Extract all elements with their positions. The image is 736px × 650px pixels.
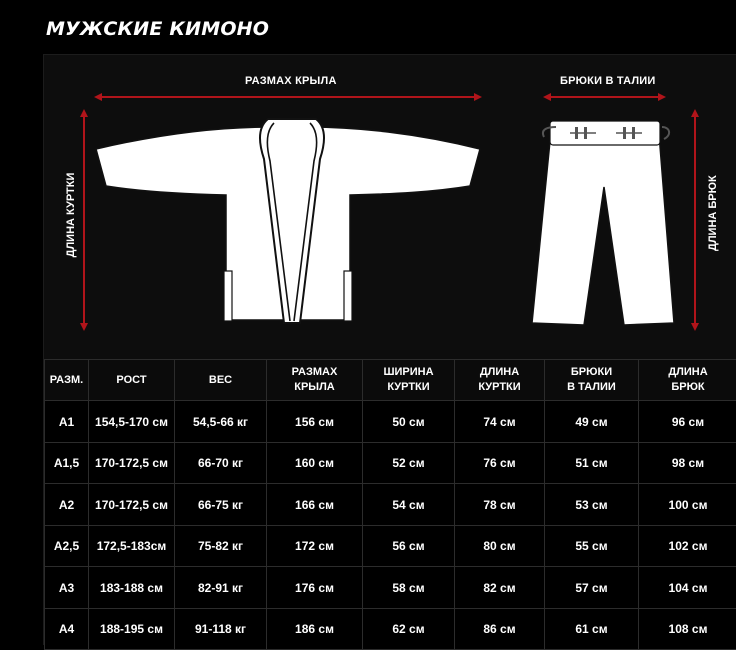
- cell-jacket-width: 58 см: [363, 567, 455, 609]
- jacket-icon: [96, 119, 480, 323]
- cell-size: A1,5: [45, 443, 89, 484]
- cell-size: A1: [45, 401, 89, 443]
- cell-pants-waist: 57 см: [545, 567, 639, 609]
- pants-length-label: ДЛИНА БРЮК: [707, 179, 719, 251]
- cell-pants-waist: 51 см: [545, 443, 639, 484]
- cell-wingspan: 186 см: [267, 609, 363, 650]
- cell-jacket-length: 74 см: [455, 401, 545, 443]
- waist-label: БРЮКИ В ТАЛИИ: [560, 75, 656, 87]
- table-row: [45, 526, 736, 567]
- cell-height: 172,5-183см: [89, 526, 175, 567]
- cell-pants-waist: 55 см: [545, 526, 639, 567]
- cell-pants-length: 96 см: [639, 401, 736, 443]
- size-table: [44, 359, 736, 650]
- table-row: [45, 609, 736, 650]
- kimono-diagram: [44, 55, 736, 359]
- cell-size: A2: [45, 484, 89, 526]
- pants-icon: [532, 121, 674, 325]
- table-header-row: [45, 360, 736, 401]
- cell-pants-length: 104 см: [639, 567, 736, 609]
- header-pants-waist: [545, 360, 639, 401]
- cell-height: 170-172,5 см: [89, 484, 175, 526]
- header-wingspan: [267, 360, 363, 401]
- cell-pants-length: 98 см: [639, 443, 736, 484]
- header-line1: БРЮКИ: [545, 365, 638, 380]
- cell-pants-waist: 53 см: [545, 484, 639, 526]
- cell-jacket-length: 82 см: [455, 567, 545, 609]
- cell-wingspan: 160 см: [267, 443, 363, 484]
- header-height: [89, 360, 175, 401]
- cell-size: A2,5: [45, 526, 89, 567]
- cell-pants-length: 108 см: [639, 609, 736, 650]
- table-row: [45, 443, 736, 484]
- cell-jacket-length: 86 см: [455, 609, 545, 650]
- header-line1: РАЗМ.: [45, 373, 88, 388]
- header-line2: КРЫЛА: [267, 380, 362, 395]
- header-line2: КУРТКИ: [455, 380, 544, 395]
- header-jacket-length: [455, 360, 545, 401]
- header-line1: ШИРИНА: [363, 365, 454, 380]
- cell-jacket-width: 54 см: [363, 484, 455, 526]
- cell-weight: 91-118 кг: [175, 609, 267, 650]
- cell-weight: 66-75 кг: [175, 484, 267, 526]
- cell-jacket-width: 56 см: [363, 526, 455, 567]
- cell-weight: 75-82 кг: [175, 526, 267, 567]
- cell-height: 170-172,5 см: [89, 443, 175, 484]
- cell-jacket-length: 78 см: [455, 484, 545, 526]
- cell-height: 183-188 см: [89, 567, 175, 609]
- header-weight: [175, 360, 267, 401]
- header-line2: В ТАЛИИ: [545, 380, 638, 395]
- wingspan-label: РАЗМАХ КРЫЛА: [245, 75, 337, 87]
- page-title: МУЖСКИЕ КИМОНО: [46, 18, 269, 40]
- header-pants-length: [639, 360, 736, 401]
- header-line1: ВЕС: [175, 373, 266, 388]
- cell-wingspan: 166 см: [267, 484, 363, 526]
- header-line2: КУРТКИ: [363, 380, 454, 395]
- cell-size: A3: [45, 567, 89, 609]
- cell-weight: 82-91 кг: [175, 567, 267, 609]
- header-line1: РАЗМАХ: [267, 365, 362, 380]
- cell-size: A4: [45, 609, 89, 650]
- header-size: [45, 360, 89, 401]
- table-row: [45, 401, 736, 443]
- table-row: [45, 567, 736, 609]
- cell-jacket-length: 80 см: [455, 526, 545, 567]
- cell-height: 154,5-170 см: [89, 401, 175, 443]
- size-chart-panel: [43, 54, 736, 645]
- table-body: [45, 401, 736, 650]
- table-row: [45, 484, 736, 526]
- cell-wingspan: 172 см: [267, 526, 363, 567]
- header-line1: ДЛИНА: [455, 365, 544, 380]
- header-jacket-width: [363, 360, 455, 401]
- cell-pants-waist: 49 см: [545, 401, 639, 443]
- cell-pants-length: 100 см: [639, 484, 736, 526]
- cell-weight: 54,5-66 кг: [175, 401, 267, 443]
- cell-pants-length: 102 см: [639, 526, 736, 567]
- cell-height: 188-195 см: [89, 609, 175, 650]
- cell-weight: 66-70 кг: [175, 443, 267, 484]
- header-line2: БРЮК: [639, 380, 736, 395]
- cell-jacket-width: 52 см: [363, 443, 455, 484]
- cell-jacket-width: 62 см: [363, 609, 455, 650]
- cell-jacket-width: 50 см: [363, 401, 455, 443]
- cell-pants-waist: 61 см: [545, 609, 639, 650]
- kimono-illustration: [44, 55, 736, 359]
- cell-wingspan: 156 см: [267, 401, 363, 443]
- header-line1: РОСТ: [89, 373, 174, 388]
- header-line1: ДЛИНА: [639, 365, 736, 380]
- cell-wingspan: 176 см: [267, 567, 363, 609]
- jacket-length-label: ДЛИНА КУРТКИ: [65, 170, 77, 260]
- cell-jacket-length: 76 см: [455, 443, 545, 484]
